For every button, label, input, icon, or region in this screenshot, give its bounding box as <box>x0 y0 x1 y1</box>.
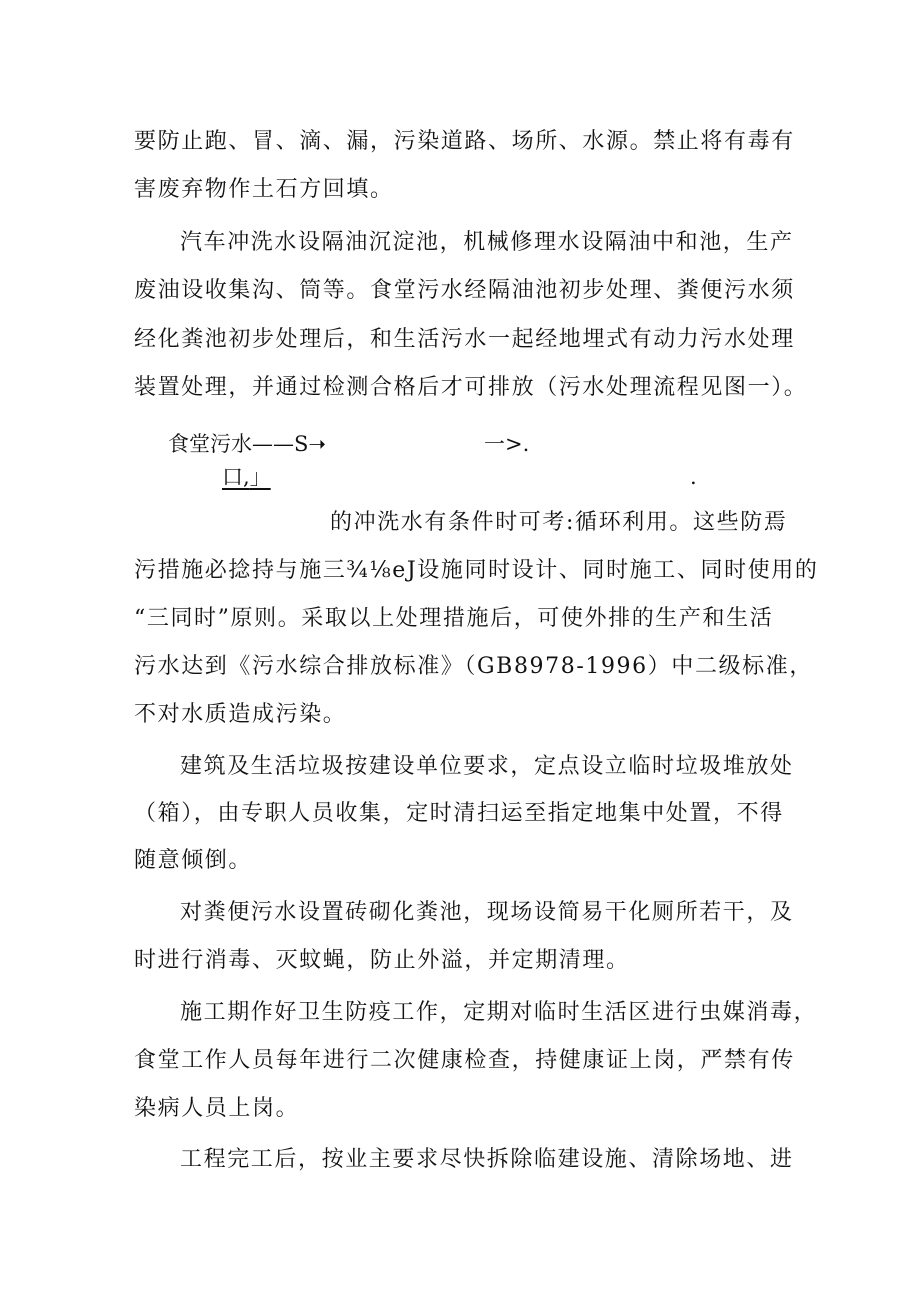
paragraph-2-line-4: 装置处理，并通过检测合格后才可排放（污水处理流程见图一）。 <box>134 375 808 400</box>
paragraph-1-line-1: 要防止跑、冒、滴、漏，污染道路、场所、水源。禁止将有毒有 <box>134 129 795 154</box>
paragraph-5-line-2: 时进行消毒、灭蚊蝇，防止外溢，并定期清理。 <box>134 948 630 973</box>
paragraph-2-line-3: 经化粪池初步处理后，和生活污水一起经地埋式有动力污水处理 <box>134 327 795 352</box>
paragraph-3-line-1: 的冲洗水有条件时可考:循环利用。这些防焉 <box>330 510 788 535</box>
figure-label-canteen-sewage: 食堂污水——S➝ <box>168 432 326 456</box>
figure-label-dot: . <box>690 465 697 489</box>
paragraph-4-line-2: （箱），由专职人员收集，定时清扫运至指定地集中处置，不得 <box>134 801 784 826</box>
paragraph-1-line-2: 害废弃物作土石方回填。 <box>134 177 394 202</box>
paragraph-6-line-1: 施工期作好卫生防疫工作，定期对临时生活区进行虫媒消毒， <box>180 1000 818 1025</box>
paragraph-4-line-3: 随意倾倒。 <box>134 848 253 873</box>
paragraph-5-line-1: 对粪便污水设置砖砌化粪池，现场设简易干化厕所若干，及 <box>180 900 794 925</box>
paragraph-3-line-5: 不对水质造成污染。 <box>134 702 347 727</box>
paragraph-2-line-1: 汽车冲洗水设隔油沉淀池，机械修理水设隔油中和池，生产 <box>180 230 794 255</box>
paragraph-3-line-3: “三同时”原则。采取以上处理措施后，可使外排的生产和生活 <box>134 606 774 631</box>
paragraph-6-line-3: 染病人员上岗。 <box>134 1096 300 1121</box>
paragraph-2-line-2: 废油设收集沟、筒等。食堂污水经隔油池初步处理、粪便污水须 <box>134 278 795 303</box>
figure-label-arrow-right: 一>. <box>484 432 530 456</box>
figure-label-box-text: 口, <box>222 465 250 489</box>
paragraph-4-line-1: 建筑及生活垃圾按建设单位要求，定点设立临时垃圾堆放处 <box>180 754 794 779</box>
paragraph-3-line-4: 污水达到《污水综合排放标准》（GB8978-1996）中二级标准， <box>134 654 813 679</box>
figure-label-box <box>222 463 271 491</box>
figure-label-box-tail: 」 <box>249 465 271 489</box>
paragraph-3-line-2: 污措施必捻持与施三¾⅛eJ设施同时设计、同时施工、同时使用的 <box>134 558 819 583</box>
paragraph-6-line-2: 食堂工作人员每年进行二次健康检查，持健康证上岗，严禁有传 <box>134 1048 795 1073</box>
paragraph-7-line-1: 工程完工后，按业主要求尽快拆除临建设施、清除场地、进 <box>180 1147 794 1172</box>
